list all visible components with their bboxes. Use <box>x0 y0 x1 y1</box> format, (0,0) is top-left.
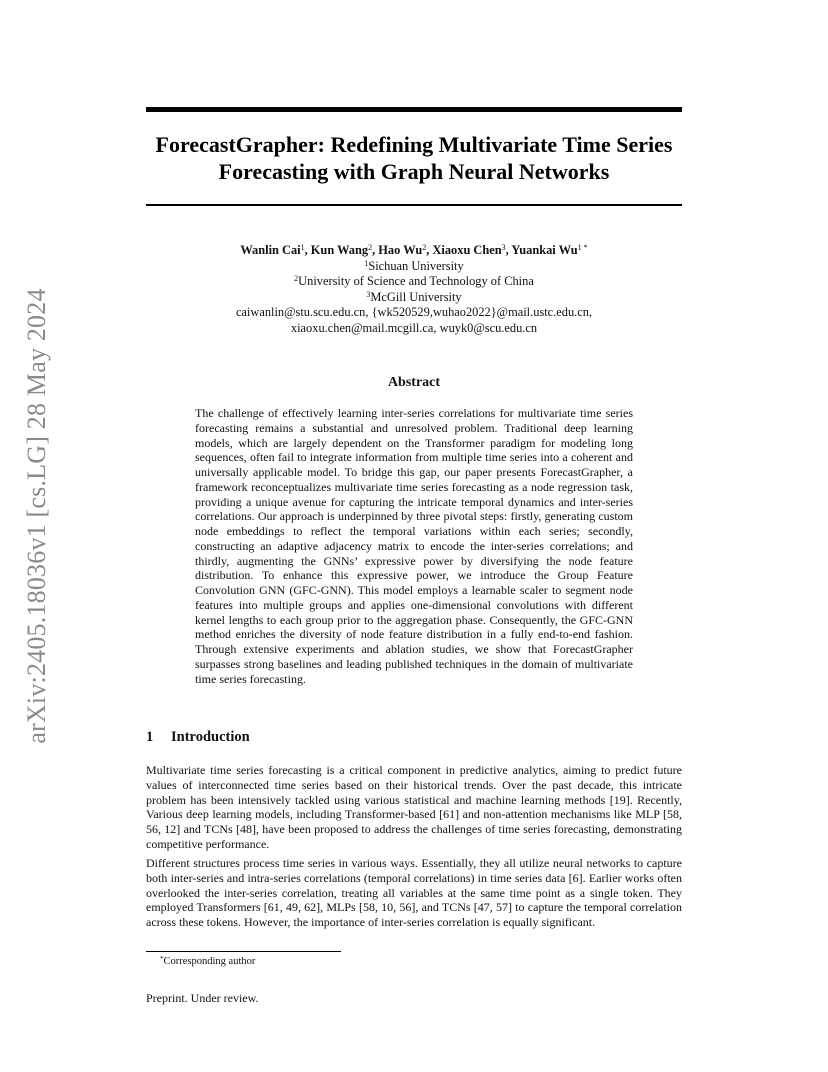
body-paragraph: Different structures process time series in various ways. Essentially, they all utilize neural networks to capture both inter-series and intra-series correlations (temporal correlations) in time series data [6]. Earlier works often overlooked the inter-series correlation, treating all variables at the same time point as a single token. They employed Transformers [61, 49, 62], MLPs [58, 10, 56], and TCNs [47, 57] to capture the temporal correlation across these tokens. However, the importance of inter-series correlation is equally significant. <box>146 856 682 930</box>
arxiv-identifier-stamp: arXiv:2405.18036v1 [cs.LG] 28 May 2024 <box>22 288 51 744</box>
footnote-mark: * <box>160 955 164 963</box>
author-affiliation-mark: 2 <box>368 243 373 252</box>
affiliation-line: $^1$Sichuan University <box>364 258 464 273</box>
title-top-rule <box>146 107 682 112</box>
author-affiliation-mark: 1 <box>300 243 305 252</box>
abstract-text: The challenge of effectively learning inter-series correlations for multivariate time series forecasting remains a substantial and unresolved problem. Traditional deep learning models, which are largely dependent on the Transformer paradigm for modeling long sequences, often fail to integrate information from multiple time series into a coherent and universally applicable model. To bridge this gap, our paper presents ForecastGrapher, a framework reconceptualizes multivariate time series forecasting as a node regression task, providing a unique avenue for capturing the intricate temporal dynamics and inter-series correlations. Our approach is underpinned by three pivotal steps: firstly, generating custom node embeddings to reflect the temporal variations within each series; secondly, constructing an adaptive adjacency matrix to encode the inter-series correlations; and thirdly, augmenting the GNNs’ expressive power by diversifying the node feature distribution. To enhance this expressive power, we introduce the Group Feature Convolution GNN (GFC-GNN). This model employs a learnable scaler to segment node features into multiple groups and applies one-dimensional convolutions with different kernel lengths to each group prior to the aggregation phase. Consequently, the GFC-GNN method enriches the diversity of node feature distribution in a fully end-to-end fashion. Through extensive experiments and ablation studies, we show that ForecastGrapher surpasses strong baselines and leading published techniques in the domain of multivariate time series forecasting. <box>195 406 633 686</box>
author-affiliation-mark: 1 * <box>577 243 588 252</box>
author-block <box>146 243 682 336</box>
author-name: Wanlin Cai <box>240 243 301 257</box>
footnote <box>160 955 255 968</box>
affiliation-line: $^2$University of Science and Technology of China <box>294 274 534 288</box>
body-paragraph: Multivariate time series forecasting is a critical component in predictive analytics, aiming to predict future values of interconnected time series based on their historical trends. Over the past decade, this intricate problem has been intensively tackled using various statistical and machine learning methods [19]. Recently, Various deep learning models, including Transformer-based [61] and non-attention mechanisms like MLP [58, 56, 12] and TCNs [48], have been proposed to address the challenges of time series forecasting, demonstrating competitive performance. <box>146 763 682 851</box>
preprint-note: Preprint. Under review. <box>146 991 259 1005</box>
author-emails: xiaoxu.chen@mail.mcgill.ca, wuyk0@scu.edu.cn <box>290 320 538 335</box>
footnote-text: Corresponding author <box>163 956 256 967</box>
affiliation-line: $^3$McGill University <box>366 289 462 304</box>
author-name: Hao Wu <box>378 243 423 257</box>
author-names: Wanlin Cai$^1$, Kun Wang$^2$, Hao Wu$^2$, Xiaoxu Chen$^3$, Yuankai $Wu^{1 *}$ <box>240 243 588 257</box>
author-name: Yuankai Wu <box>511 243 578 257</box>
section-number: 1 <box>146 729 154 745</box>
author-name: Xiaoxu Chen <box>432 243 502 257</box>
section-heading-introduction <box>146 729 250 746</box>
footnote-rule <box>146 951 341 952</box>
author-affiliation-mark: 2 <box>422 243 427 252</box>
author-emails: caiwanlin@stu.scu.edu.cn, {wk520529,wuhao2022}@mail.ustc.edu.cn, <box>235 305 593 319</box>
title-bottom-rule <box>146 204 682 206</box>
author-affiliation-mark: 3 <box>501 243 506 252</box>
abstract-heading: Abstract <box>387 375 441 390</box>
section-title: Introduction <box>171 729 250 745</box>
paper-title: ForecastGrapher: Redefining Multivariate Time Series Forecasting with Graph Neural Networks <box>155 132 673 184</box>
author-name: Kun Wang <box>310 243 369 257</box>
